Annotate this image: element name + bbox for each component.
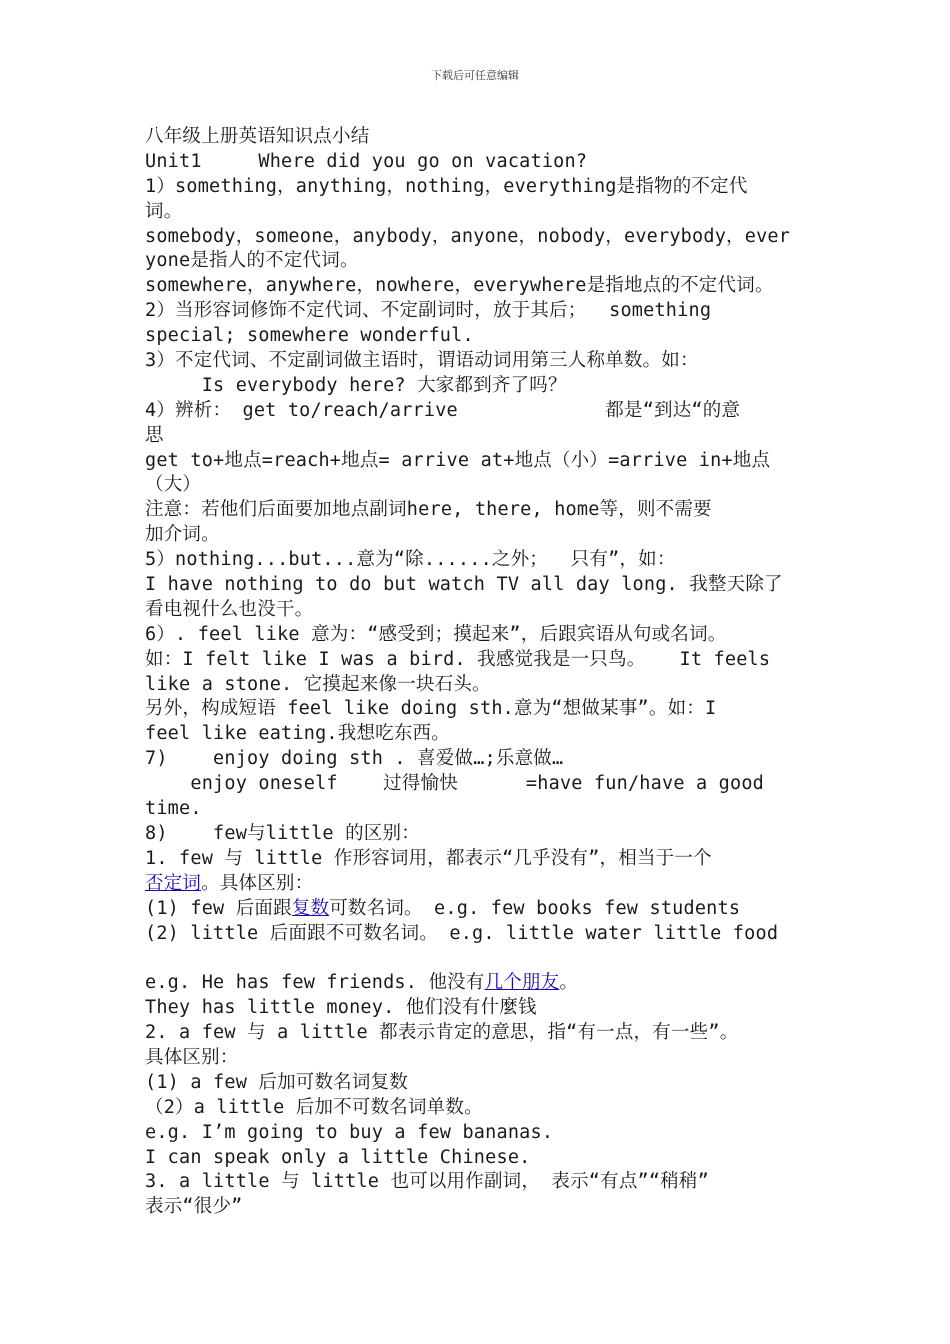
text-line: I have nothing to do but watch TV all day long. 我整天除了 bbox=[145, 574, 783, 596]
text-fragment: 。具体区别： bbox=[201, 872, 314, 894]
text-line: 注意：若他们后面要加地点副词here, there, home等，则不需要 bbox=[145, 499, 712, 521]
text-line: (2) little 后面跟不可数名词。 e.g. little water little food bbox=[145, 922, 779, 944]
text-line: get to+地点=reach+地点= arrive at+地点（小）=arrive in+地点 bbox=[145, 449, 771, 471]
text-line: 加介词。 bbox=[145, 524, 220, 546]
text-line bbox=[145, 872, 825, 897]
text-line: e.g. I’m going to buy a few bananas. bbox=[145, 1121, 554, 1143]
text-line: yone是指人的不定代词。 bbox=[145, 250, 359, 272]
document-title: 八年级上册英语知识点小结 bbox=[145, 126, 370, 147]
text-line: Is everybody here? 大家都到齐了吗？ bbox=[145, 374, 567, 396]
text-line: (1) a few 后加可数名词复数 bbox=[145, 1071, 408, 1093]
text-line: feel like eating.我想吃东西。 bbox=[145, 723, 450, 745]
text-line: 1）something，anything，nothing，everything是指物的不定代 bbox=[145, 175, 748, 197]
text-line: 思 bbox=[145, 424, 164, 446]
text-line: somewhere，anywhere，nowhere，everywhere是指地点的不定代词。 bbox=[145, 275, 774, 297]
text-line: 看电视什么也没干。 bbox=[145, 598, 314, 620]
text-line: somebody，someone，anybody，anyone，nobody，everybody，ever bbox=[145, 225, 791, 247]
link-few-friends[interactable]: 几个朋友 bbox=[484, 972, 560, 994]
text-line: They has little money. 他们没有什麼钱 bbox=[145, 997, 537, 1019]
unit-heading: Unit1 Where did you go on vacation? bbox=[145, 150, 588, 172]
text-line: 2）当形容词修饰不定代词、不定副词时，放于其后； something bbox=[145, 300, 712, 322]
text-line: enjoy oneself 过得愉快 =have fun/have a good bbox=[145, 773, 765, 795]
text-line: 5）nothing...but...意为“除......之外； 只有”，如： bbox=[145, 549, 676, 571]
text-line: 8) few与little 的区别： bbox=[145, 822, 420, 844]
text-line: 另外，构成短语 feel like doing sth.意为“想做某事”。如：I bbox=[145, 698, 717, 720]
document-body bbox=[145, 125, 825, 1220]
text-line: 2. a few 与 a little 都表示肯定的意思，指“有一点，有一些”。 bbox=[145, 1022, 739, 1044]
blank-line bbox=[145, 946, 825, 971]
text-line: like a stone. 它摸起来像一块石头。 bbox=[145, 673, 491, 695]
text-fragment: e.g. He has few friends. 他没有 bbox=[145, 972, 485, 994]
text-line: 1. few 与 little 作形容词用，都表示“几乎没有”，相当于一个 bbox=[145, 847, 712, 869]
text-line: time. bbox=[145, 798, 202, 820]
text-fragment: (1) few 后面跟 bbox=[145, 897, 292, 919]
link-negative-word[interactable]: 否定词 bbox=[145, 872, 202, 894]
text-line: 3. a little 与 little 也可以用作副词， 表示“有点”“稍稍” bbox=[145, 1171, 709, 1193]
page-header: 下载后可任意编辑 bbox=[431, 69, 519, 82]
text-fragment: 。 bbox=[559, 972, 579, 994]
text-line: 3）不定代词、不定副词做主语时，谓语动词用第三人称单数。如： bbox=[145, 350, 699, 372]
text-line: 表示“很少” bbox=[145, 1196, 243, 1218]
text-line bbox=[145, 897, 825, 922]
text-line: 词。 bbox=[145, 200, 183, 222]
text-line: 7) enjoy doing sth . 喜爱做…;乐意做… bbox=[145, 748, 564, 770]
text-line: special; somewhere wonderful. bbox=[145, 325, 474, 347]
text-line: 4）辨析： get to/reach/arrive 都是“到达“的意 bbox=[145, 399, 741, 421]
text-line bbox=[145, 971, 825, 996]
link-plural[interactable]: 复数 bbox=[291, 897, 330, 919]
text-line: 具体区别： bbox=[145, 1046, 239, 1068]
text-line: I can speak only a little Chinese. bbox=[145, 1146, 531, 1168]
text-line: （大） bbox=[145, 474, 202, 496]
text-fragment: 可数名词。 e.g. few books few students bbox=[329, 897, 741, 919]
text-line: 6）. feel like 意为：“感受到；摸起来”，后跟宾语从句或名词。 bbox=[145, 623, 727, 645]
text-line: 如：I felt like I was a bird. 我感觉我是一只鸟。 It feels bbox=[145, 648, 771, 670]
text-line: （2）a little 后加不可数名词单数。 bbox=[145, 1096, 483, 1118]
